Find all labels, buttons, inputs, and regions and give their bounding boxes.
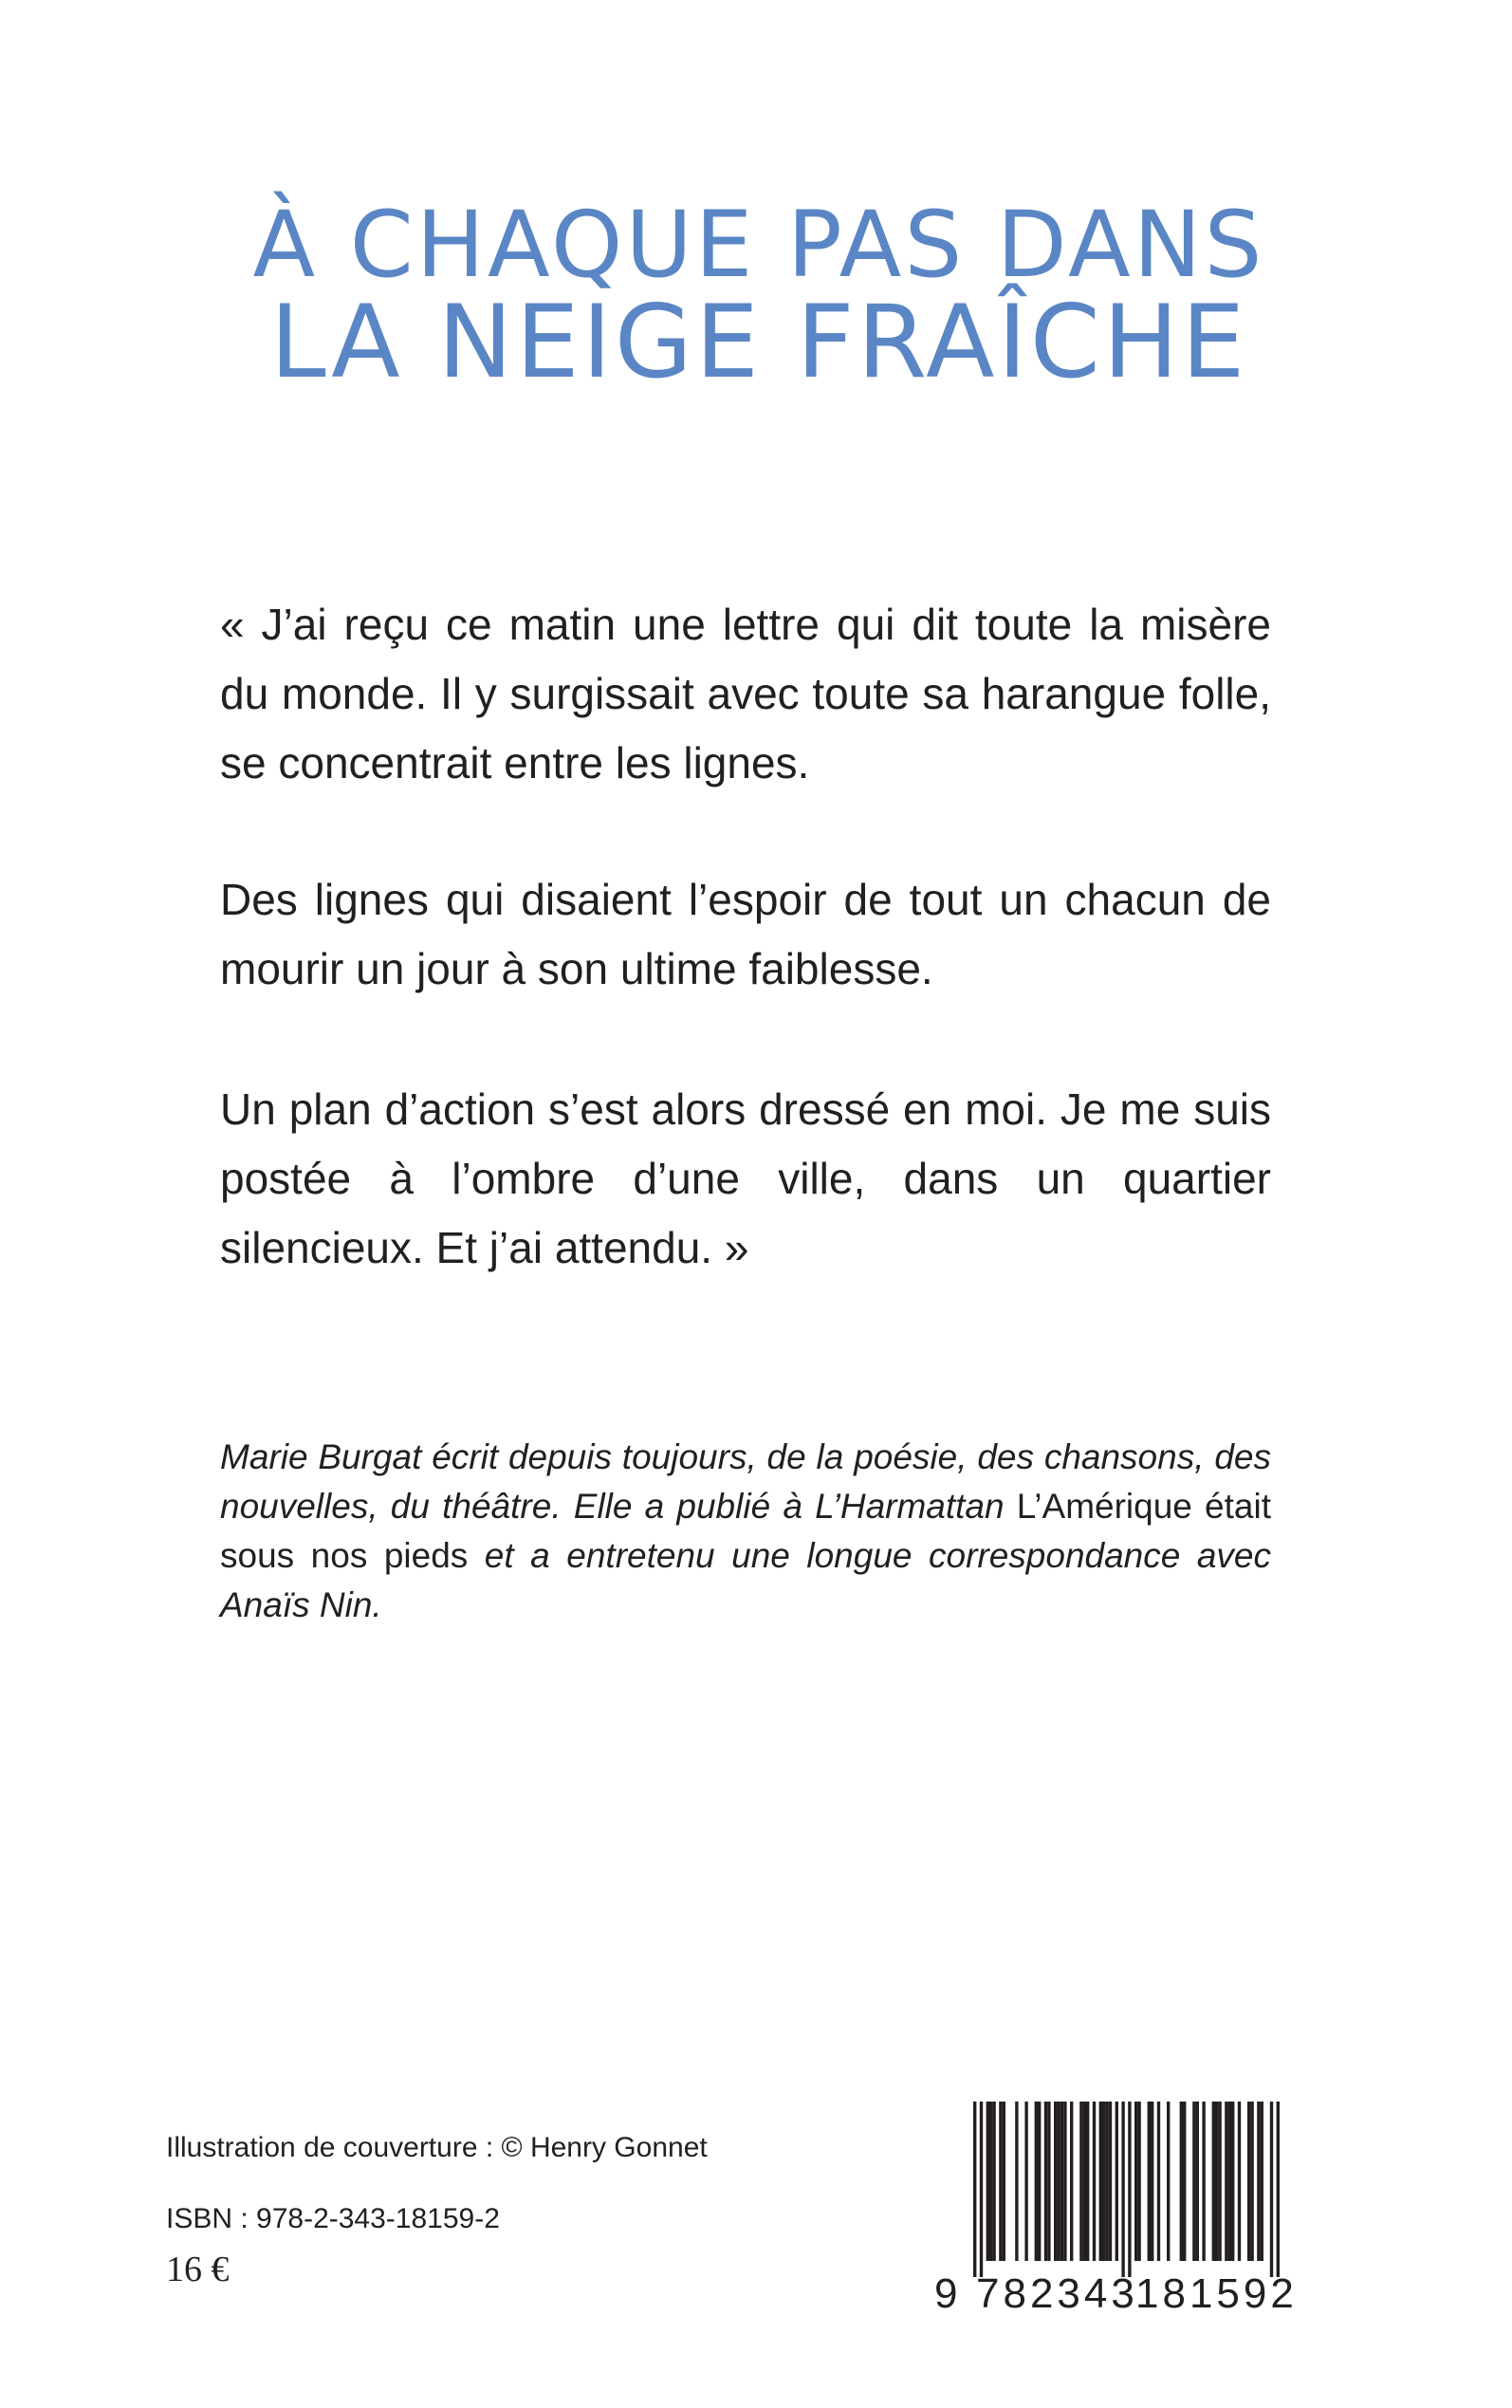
barcode-bar — [1261, 2102, 1263, 2261]
barcode-bar — [973, 2102, 976, 2277]
barcode-group-2: 181592 — [1135, 2270, 1298, 2317]
barcode-group-1: 782343 — [976, 2270, 1138, 2317]
barcode-bar — [1137, 2102, 1140, 2261]
barcode-bar — [1277, 2102, 1280, 2277]
barcode-bar — [980, 2102, 983, 2277]
book-title-line-1: À CHAQUE PAS DANS — [252, 192, 1265, 298]
illustration-credit: Illustration de couverture : © Henry Gonnet — [166, 2132, 708, 2163]
barcode — [932, 2102, 1312, 2320]
barcode-bar — [1231, 2102, 1234, 2261]
barcode-bar — [1225, 2102, 1227, 2261]
barcode-bar — [1228, 2102, 1231, 2261]
barcode-bar — [1054, 2102, 1057, 2261]
barcode-bar — [989, 2102, 992, 2261]
barcode-bar — [1157, 2102, 1160, 2261]
barcode-bar — [1102, 2102, 1105, 2261]
barcode-bar — [1038, 2102, 1041, 2261]
excerpt-paragraph-2: Des lignes qui disaient l’espoir de tout un chacun de mourir un jour à son ultime faiblesse. — [220, 875, 1271, 993]
barcode-bar — [1083, 2102, 1086, 2261]
isbn-text: ISBN : 978-2-343-18159-2 — [166, 2203, 500, 2234]
barcode-bar — [1044, 2102, 1047, 2261]
barcode-bar — [1192, 2102, 1195, 2261]
excerpt-paragraph-1: « J’ai reçu ce matin une lettre qui dit toute la misère du monde. Il y surgissait avec toute sa harangue folle, se concentrait entre les lignes. — [220, 600, 1271, 787]
barcode-bar — [1247, 2102, 1250, 2261]
barcode-bar — [992, 2102, 995, 2261]
author-bio — [220, 1433, 1271, 1630]
author-bio-part-2: et a entretenu une longue correspondance avec Anaïs Nin. — [220, 1536, 1272, 1624]
barcode-bar — [1015, 2102, 1018, 2261]
barcode-bar — [1257, 2102, 1260, 2261]
barcode-bar — [1148, 2102, 1151, 2261]
book-title-line-2: LA NEIGE FRAÎCHE — [269, 284, 1248, 400]
barcode-bar — [1218, 2102, 1221, 2261]
barcode-bar — [1024, 2102, 1027, 2261]
barcode-bar — [1202, 2102, 1205, 2261]
author-bio-part-1: Marie Burgat écrit depuis toujours, de la poésie, des chansons, des nouvelles, du théâtre. Elle a publié à L’Harmattan — [220, 1437, 1271, 1526]
barcode-bar — [1183, 2102, 1186, 2261]
barcode-bars — [932, 2102, 1312, 2277]
barcode-bar — [1121, 2102, 1124, 2277]
barcode-bar — [1063, 2102, 1066, 2261]
barcode-bar — [1060, 2102, 1063, 2261]
barcode-bar — [1047, 2102, 1050, 2261]
barcode-bar — [1196, 2102, 1199, 2261]
barcode-bar — [1250, 2102, 1253, 2261]
barcode-bar — [1003, 2102, 1005, 2261]
barcode-bar — [1116, 2102, 1118, 2261]
barcode-bar — [1093, 2102, 1096, 2261]
barcode-bar — [1109, 2102, 1112, 2261]
price-text: 16 € — [166, 2250, 230, 2289]
barcode-bar — [1086, 2102, 1089, 2261]
barcode-bar — [1167, 2102, 1170, 2261]
excerpt-paragraph-3: Un plan d’action s’est alors dressé en moi. Je me suis postée à l’ombre d’une ville, dans un quartier silencieux. Et j’ai attendu. » — [220, 1084, 1271, 1272]
barcode-bar — [1128, 2102, 1131, 2277]
barcode-lead-digit: 9 — [934, 2270, 962, 2317]
barcode-bar — [986, 2102, 989, 2261]
barcode-bar — [999, 2102, 1002, 2261]
author-bio-book-title: L’Amérique était sous nos pieds — [220, 1487, 1271, 1575]
barcode-bar — [1099, 2102, 1102, 2261]
barcode-bar — [1180, 2102, 1183, 2261]
barcode-bar — [1035, 2102, 1038, 2261]
barcode-bar — [1238, 2102, 1241, 2261]
barcode-bar — [1079, 2102, 1082, 2261]
barcode-bar — [1270, 2102, 1273, 2277]
barcode-bar — [1151, 2102, 1153, 2261]
barcode-bar — [1212, 2102, 1215, 2261]
barcode-bar — [1057, 2102, 1060, 2261]
barcode-bar — [1070, 2102, 1073, 2261]
barcode-bar — [1134, 2102, 1137, 2261]
book-title — [190, 192, 1328, 400]
barcode-bar — [1215, 2102, 1218, 2261]
barcode-bar — [1105, 2102, 1108, 2261]
